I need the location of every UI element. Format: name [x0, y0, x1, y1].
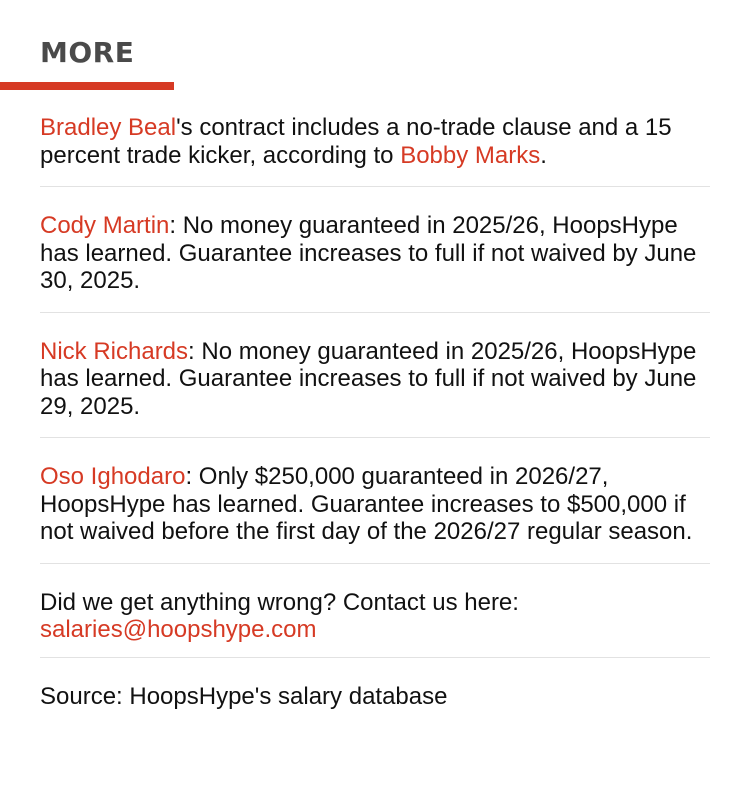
player-link-oso-ighodaro[interactable]: Oso Ighodaro — [40, 463, 186, 490]
player-link-nick-richards[interactable]: Nick Richards — [40, 337, 189, 365]
note-item-nick-richards — [40, 334, 710, 439]
contact-note — [40, 585, 710, 658]
contact-email-link[interactable]: salaries@hoopshype.com — [40, 616, 317, 643]
note-text: : No money guaranteed in 2025/26, HoopsHype has learned. Guarantee increases to full if not waived by June 29, 2025. — [40, 337, 697, 420]
note-text: 's contract includes a no-trade clause and a 15 percent trade kicker, according to — [40, 114, 672, 169]
note-item-bradley-beal — [40, 110, 710, 187]
source-link-bobby-marks[interactable]: Bobby Marks — [400, 141, 541, 169]
contact-text: Did we get anything wrong? Contact us here: — [40, 588, 519, 616]
note-item-oso-ighodaro — [40, 459, 710, 564]
notes-list — [40, 110, 710, 748]
player-link-cody-martin[interactable]: Cody Martin — [40, 212, 170, 239]
section-title: MORE — [40, 36, 135, 69]
title-accent-rule — [0, 82, 174, 90]
note-item-cody-martin — [40, 208, 710, 313]
note-text-end: . — [540, 141, 547, 169]
note-text: : No money guaranteed in 2025/26, HoopsHype has learned. Guarantee increases to full if not waived by June 30, 2025. — [40, 212, 697, 294]
source-text: Source: HoopsHype's salary database — [40, 682, 448, 710]
note-text: : Only $250,000 guaranteed in 2026/27, HoopsHype has learned. Guarantee increases to $500,000 if not waived before the first day of the 2026/27 regular season. — [40, 463, 693, 545]
player-link-bradley-beal[interactable]: Bradley Beal — [40, 114, 177, 141]
source-note — [40, 679, 710, 728]
more-section-header — [0, 0, 750, 95]
